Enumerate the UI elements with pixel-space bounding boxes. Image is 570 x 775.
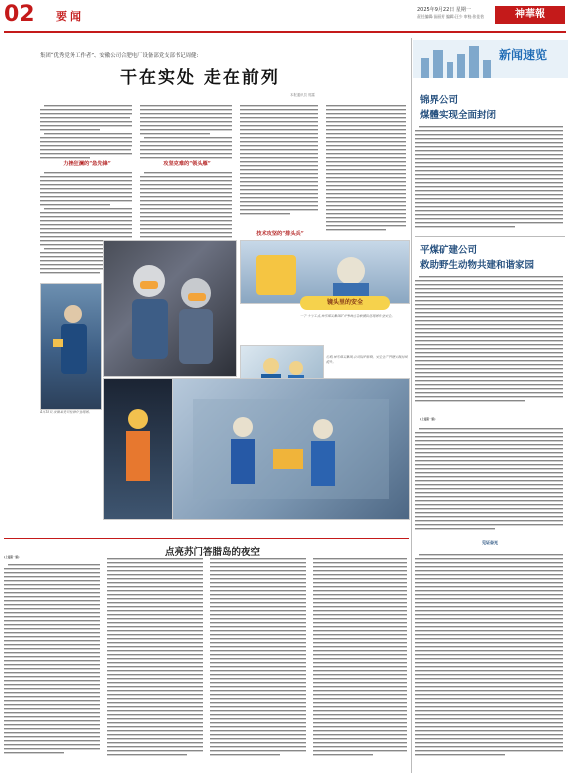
person-figure-icon xyxy=(41,284,101,409)
text-lines xyxy=(415,426,565,538)
brief-2-title: 平煤矿建公司 xyxy=(420,245,478,256)
text-lines xyxy=(326,103,408,263)
photo-night-worker xyxy=(103,378,173,520)
article-kicker: 集团“优秀党务工作者”、安徽公司合肥电厂设备部党支部书记周健: xyxy=(40,53,199,59)
brief-2-body xyxy=(415,274,565,414)
page-number: 02 xyxy=(4,2,35,27)
text-lines xyxy=(107,556,205,766)
article-byline: 本报通讯员 郭露 xyxy=(290,93,315,97)
briefs-section-title: 见证奋光 xyxy=(482,540,498,545)
brief-3-body xyxy=(415,426,565,538)
photo-caption-1: 一丁·十字工点,神东煤炭集团矿井事故应急救援队伍现场作业安全。 xyxy=(300,314,395,318)
header-rule xyxy=(4,31,566,33)
briefs-subtag: (上接第一版) xyxy=(420,418,436,421)
subtitle-2: 攻坚克难的“领头雁” xyxy=(163,161,211,167)
photo-maintenance xyxy=(172,378,410,520)
text-lines xyxy=(240,103,320,263)
text-lines xyxy=(313,556,409,766)
subtitle-3: 技术攻坚的“排头兵” xyxy=(256,231,304,237)
text-lines xyxy=(415,552,565,766)
safety-badge: 镜头里的安全 xyxy=(300,296,390,310)
subtitle-1: 力挫狂澜的“急先锋” xyxy=(63,161,111,167)
brief-1-title: 锦界公司 xyxy=(420,95,459,106)
photo-safety xyxy=(240,240,410,304)
brief-2-subtitle: 救助野生动物共建和谐家园 xyxy=(420,260,535,271)
photo-caption-2: 近期,神东煤炭集团,公司锅炉新制、安全生产管理实践持续提升。 xyxy=(326,355,408,364)
photo-masked-workers xyxy=(103,240,237,377)
feature-subtag: (上接第一版) xyxy=(4,556,20,559)
text-lines xyxy=(415,124,565,234)
briefs-divider-1 xyxy=(415,236,565,237)
brief-1-subtitle: 煤體实现全面封闭 xyxy=(420,110,497,121)
article-headline: 干在实处 走在前列 xyxy=(120,68,280,88)
masked-workers-icon xyxy=(104,241,236,376)
feature-headline: 点亮苏门答腊岛的夜空 xyxy=(165,547,261,558)
column-divider xyxy=(411,38,412,773)
night-worker-icon xyxy=(104,379,172,519)
feature-col-3 xyxy=(210,556,308,766)
feature-col-4 xyxy=(313,556,409,766)
text-lines xyxy=(210,556,308,766)
feature-col-2 xyxy=(107,556,205,766)
feature-col-1 xyxy=(4,556,102,766)
photo-worker-left xyxy=(40,283,102,410)
date-line: 2025年9月22日 星期一 xyxy=(417,7,471,13)
section-label: 要闻 xyxy=(56,10,84,23)
feature-rule xyxy=(4,538,409,539)
safety-gear-icon xyxy=(241,241,409,303)
photo-caption-left: 4月15日,安徽某党员检修作业现场。 xyxy=(40,410,92,414)
editor-line: 责任编辑:苗丽芳 编辑:汪少 审校:张佳怡 xyxy=(417,14,485,19)
text-lines xyxy=(4,560,102,760)
text-lines xyxy=(415,274,565,414)
body-col-3 xyxy=(240,103,320,263)
briefs-banner xyxy=(413,40,568,78)
body-col-4 xyxy=(326,103,408,263)
brief-1-body xyxy=(415,124,565,234)
brief-4-body xyxy=(415,552,565,766)
briefs-banner-title: 新闻速览 xyxy=(499,48,548,62)
masthead-logo: 神華報 xyxy=(495,6,565,24)
maintenance-crew-icon xyxy=(173,379,409,519)
